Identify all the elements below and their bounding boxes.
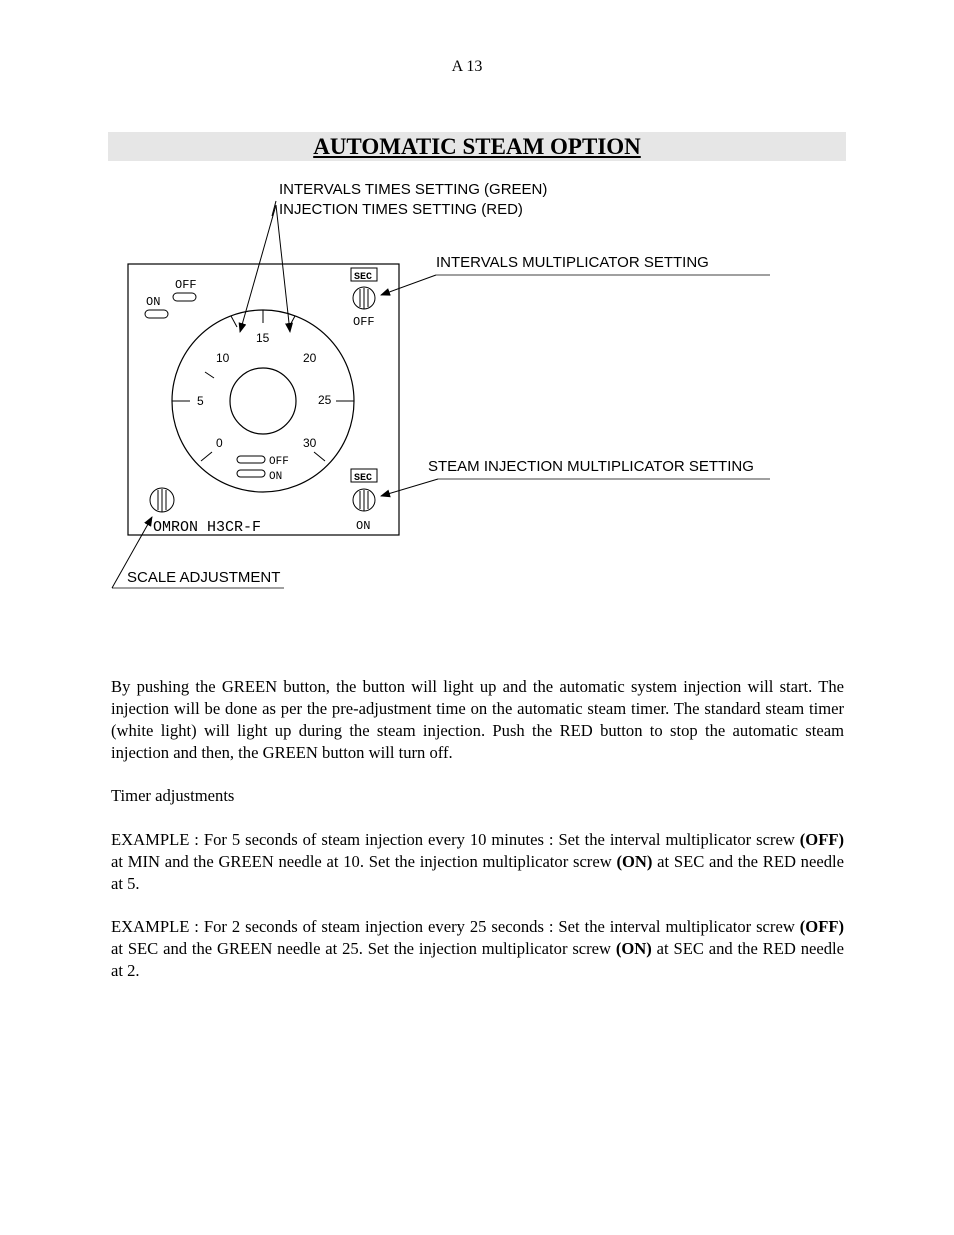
dial-number-15: 15 (256, 331, 270, 345)
page-number: A 13 (451, 58, 483, 75)
dial-number-20: 20 (303, 351, 317, 365)
label-steam-injection-multiplicator: STEAM INJECTION MULTIPLICATOR SETTING (428, 458, 754, 475)
sec-bottom-label: SEC (354, 473, 373, 484)
example-2-tail: at SEC and the RED needle at 2. (111, 939, 844, 980)
dial-number-5: 5 (197, 394, 204, 408)
dial-number-25: 25 (318, 393, 332, 407)
switch-bottom-off-label: OFF (269, 456, 289, 468)
example-1-lead: EXAMPLE : For 5 seconds of steam injection every 10 minutes : Set the interval multiplicator screw (111, 830, 800, 849)
intervals-multiplicator-arrow (381, 275, 436, 295)
sec-top-label: SEC (354, 272, 373, 283)
dial-number-10: 10 (216, 351, 230, 365)
switch-top-off-label: OFF (175, 278, 197, 292)
example-2-on: (ON) (615, 939, 652, 958)
green-needle-arrow (240, 205, 276, 332)
example-1-tail: at SEC and the RED needle at 5. (111, 852, 844, 893)
dial-number-0: 0 (216, 436, 223, 450)
label-injection-times: INJECTION TIMES SETTING (RED) (279, 201, 523, 218)
dial-number-30: 30 (303, 436, 317, 450)
switch-top-off-slot (173, 293, 196, 301)
switch-bottom-on-label: ON (269, 471, 283, 483)
switch-bottom-off-slot (237, 456, 265, 463)
switch-bottom-on-slot (237, 470, 265, 477)
timer-adjustments-heading: Timer adjustments (111, 786, 235, 805)
red-needle-arrow (276, 205, 290, 332)
sec-bottom-state: ON (356, 519, 371, 533)
label-intervals-times: INTERVALS TIMES SETTING (GREEN) (279, 181, 548, 198)
body-paragraph (111, 676, 844, 764)
example-1-off: (OFF) (799, 830, 844, 849)
timer-brand: OMRON H3CR-F (153, 519, 262, 536)
dial-center (230, 368, 296, 434)
switch-top-on-label: ON (146, 295, 161, 309)
injection-multiplicator-arrow (381, 479, 438, 496)
example-2-mid: at SEC and the GREEN needle at 25. Set the injection multiplicator screw (111, 939, 616, 958)
example-1-on: (ON) (616, 852, 653, 871)
switch-top-on-slot (145, 310, 168, 318)
example-2-lead: EXAMPLE : For 2 seconds of steam injection every 25 seconds : Set the interval multiplicator screw (111, 917, 800, 936)
label-scale-adjustment: SCALE ADJUSTMENT (127, 569, 281, 586)
example-1-mid: at MIN and the GREEN needle at 10. Set the injection multiplicator screw (111, 852, 617, 871)
sec-top-state: OFF (353, 315, 375, 329)
example-2 (111, 916, 844, 982)
page-title: AUTOMATIC STEAM OPTION (313, 134, 641, 159)
example-1 (111, 829, 844, 895)
label-intervals-multiplicator: INTERVALS MULTIPLICATOR SETTING (436, 254, 709, 271)
example-2-off: (OFF) (799, 917, 844, 936)
timer-body (128, 264, 399, 535)
intro-paragraph: By pushing the GREEN button, the button will light up and the automatic system injection will start. The injection will be done as per the pre-adjustment time on the automatic steam timer. The standard steam timer (white light) will light up during the steam injection. Push the RED button to stop the automatic steam injection and then, the GREEN button will turn off. (111, 677, 844, 762)
